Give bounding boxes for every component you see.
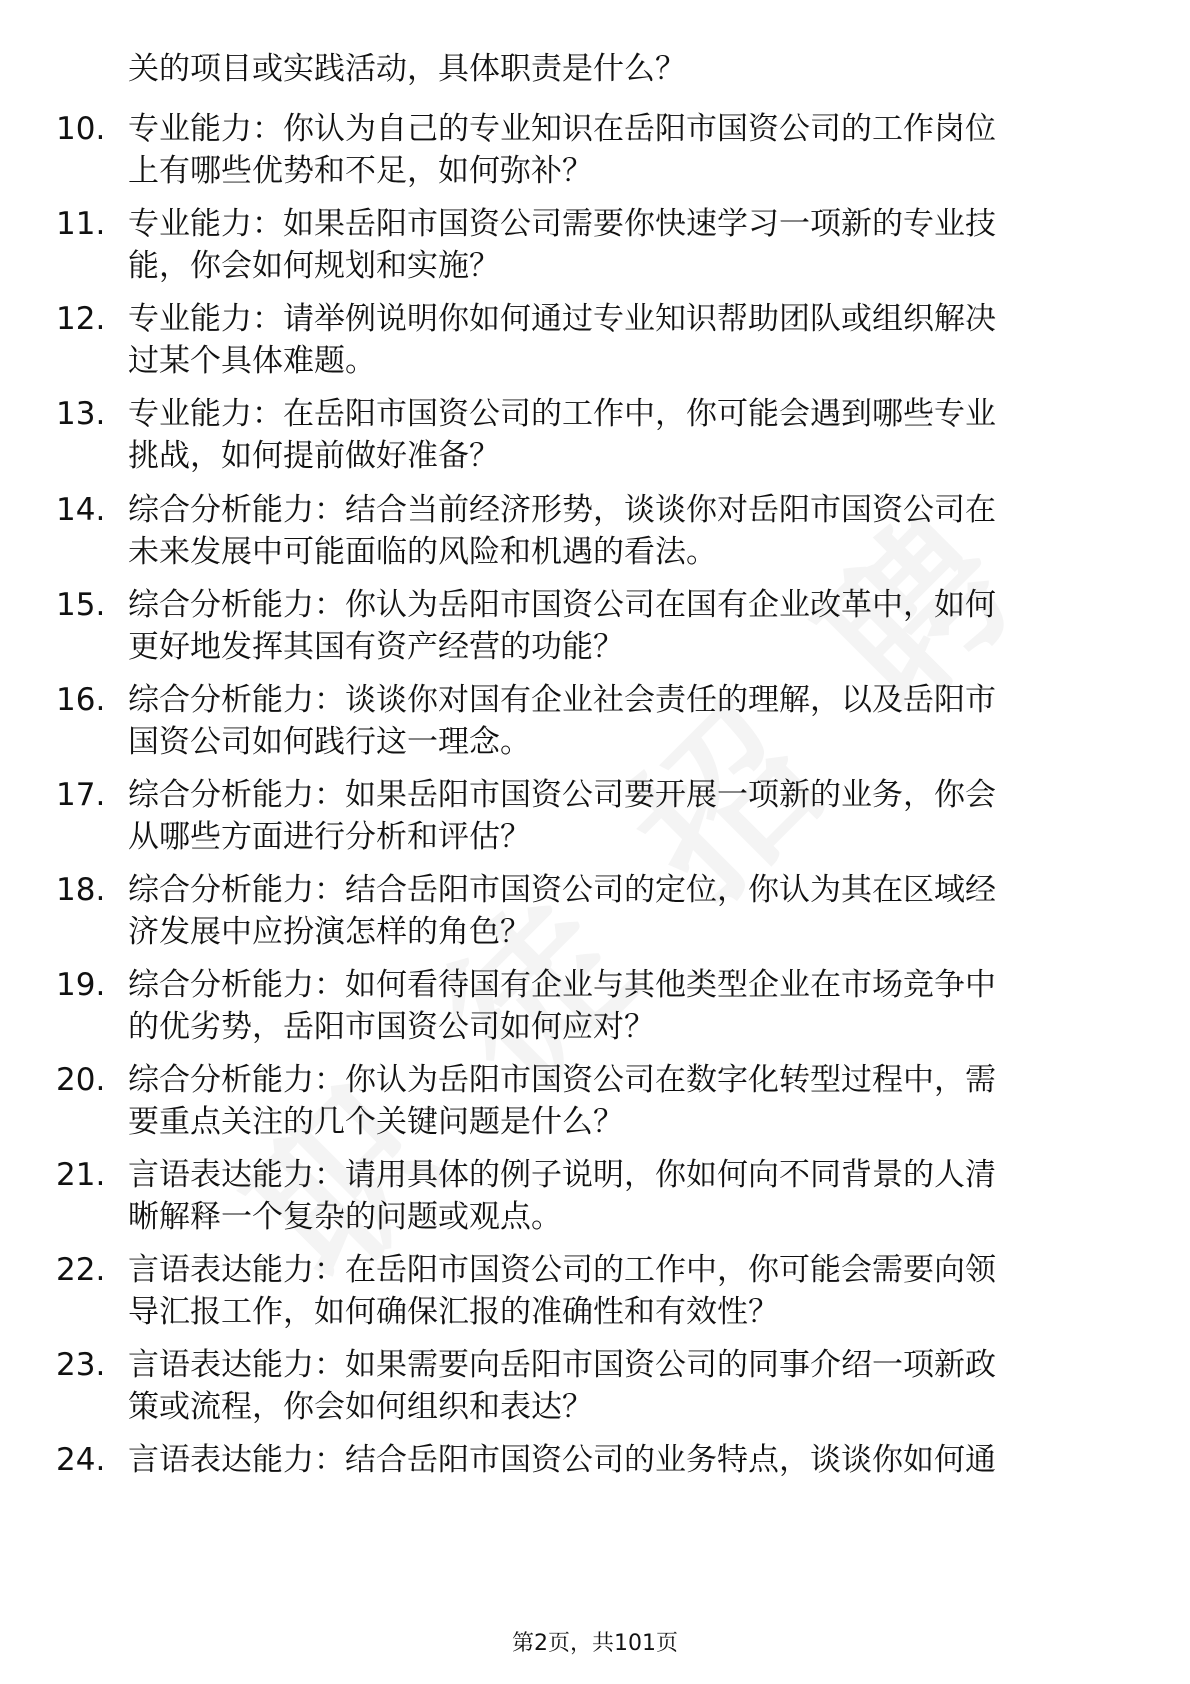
question-text	[128, 298, 1118, 382]
question-item	[0, 108, 1190, 198]
question-number: 12.	[56, 301, 106, 337]
question-line: 挑战，如何提前做好准备？	[128, 438, 500, 474]
question-text	[128, 584, 1118, 668]
question-item	[0, 1439, 1190, 1529]
question-line: 要重点关注的几个关键问题是什么？	[128, 1104, 624, 1140]
question-item	[0, 393, 1190, 483]
question-line: 综合分析能力：如何看待国有企业与其他类型企业在市场竞争中	[128, 967, 996, 1003]
question-item	[0, 1059, 1190, 1149]
question-line: 晰解释一个复杂的问题或观点。	[128, 1199, 562, 1235]
question-number: 17.	[56, 777, 106, 813]
question-number: 14.	[56, 492, 106, 528]
question-line: 综合分析能力：谈谈你对国有企业社会责任的理解，以及岳阳市	[128, 682, 996, 718]
question-item	[0, 774, 1190, 864]
question-text	[128, 1249, 1118, 1333]
question-text	[128, 1439, 1118, 1481]
question-item	[0, 203, 1190, 293]
question-line: 专业能力：如果岳阳市国资公司需要你快速学习一项新的专业技	[128, 206, 996, 242]
question-item	[0, 1154, 1190, 1244]
question-number: 15.	[56, 587, 106, 623]
question-item	[0, 869, 1190, 959]
question-text	[128, 108, 1118, 192]
question-line: 能，你会如何规划和实施？	[128, 248, 500, 284]
question-line: 言语表达能力：如果需要向岳阳市国资公司的同事介绍一项新政	[128, 1347, 996, 1383]
question-number: 21.	[56, 1157, 106, 1193]
question-text	[128, 393, 1118, 477]
question-line: 专业能力：请举例说明你如何通过专业知识帮助团队或组织解决	[128, 301, 996, 337]
question-text	[128, 679, 1118, 763]
question-text	[128, 869, 1118, 953]
question-line: 济发展中应扮演怎样的角色？	[128, 914, 531, 950]
question-line: 国资公司如何践行这一理念。	[128, 724, 531, 760]
question-text	[128, 489, 1118, 573]
question-line: 策或流程，你会如何组织和表达？	[128, 1389, 593, 1425]
question-item	[0, 298, 1190, 388]
question-line: 过某个具体难题。	[128, 343, 376, 379]
question-item	[0, 1249, 1190, 1339]
question-item	[0, 679, 1190, 769]
question-line: 更好地发挥其国有资产经营的功能？	[128, 629, 624, 665]
continued-question-text: 关的项目或实践活动，具体职责是什么？	[128, 51, 686, 87]
question-line: 上有哪些优势和不足，如何弥补？	[128, 153, 593, 189]
question-number: 19.	[56, 967, 106, 1003]
question-number: 11.	[56, 206, 106, 242]
question-line: 的优劣势，岳阳市国资公司如何应对？	[128, 1009, 655, 1045]
question-number: 22.	[56, 1252, 106, 1288]
question-item	[0, 1344, 1190, 1434]
question-line: 综合分析能力：你认为岳阳市国资公司在数字化转型过程中，需	[128, 1062, 996, 1098]
question-line: 未来发展中可能面临的风险和机遇的看法。	[128, 534, 717, 570]
question-line: 导汇报工作，如何确保汇报的准确性和有效性？	[128, 1294, 779, 1330]
question-number: 13.	[56, 396, 106, 432]
question-number: 10.	[56, 111, 106, 147]
question-text	[128, 964, 1118, 1048]
question-item	[0, 489, 1190, 579]
question-line: 综合分析能力：如果岳阳市国资公司要开展一项新的业务，你会	[128, 777, 996, 813]
question-line: 从哪些方面进行分析和评估？	[128, 819, 531, 855]
question-line: 专业能力：你认为自己的专业知识在岳阳市国资公司的工作岗位	[128, 111, 996, 147]
question-line: 言语表达能力：在岳阳市国资公司的工作中，你可能会需要向领	[128, 1252, 996, 1288]
question-text	[128, 203, 1118, 287]
question-number: 16.	[56, 682, 106, 718]
question-number: 20.	[56, 1062, 106, 1098]
question-number: 23.	[56, 1347, 106, 1383]
question-line: 言语表达能力：结合岳阳市国资公司的业务特点，谈谈你如何通	[128, 1442, 996, 1478]
question-number: 24.	[56, 1442, 106, 1478]
page-number-footer: 第2页，共101页	[512, 1631, 678, 1656]
question-line: 综合分析能力：你认为岳阳市国资公司在国有企业改革中，如何	[128, 587, 996, 623]
question-text	[128, 1059, 1118, 1143]
question-number: 18.	[56, 872, 106, 908]
question-line: 综合分析能力：结合当前经济形势，谈谈你对岳阳市国资公司在	[128, 492, 996, 528]
question-text	[128, 1344, 1118, 1428]
question-item	[0, 584, 1190, 674]
question-line: 言语表达能力：请用具体的例子说明，你如何向不同背景的人清	[128, 1157, 996, 1193]
question-text	[128, 774, 1118, 858]
question-line: 综合分析能力：结合岳阳市国资公司的定位，你认为其在区域经	[128, 872, 996, 908]
question-item	[0, 964, 1190, 1054]
question-text	[128, 1154, 1118, 1238]
question-line: 专业能力：在岳阳市国资公司的工作中，你可能会遇到哪些专业	[128, 396, 996, 432]
